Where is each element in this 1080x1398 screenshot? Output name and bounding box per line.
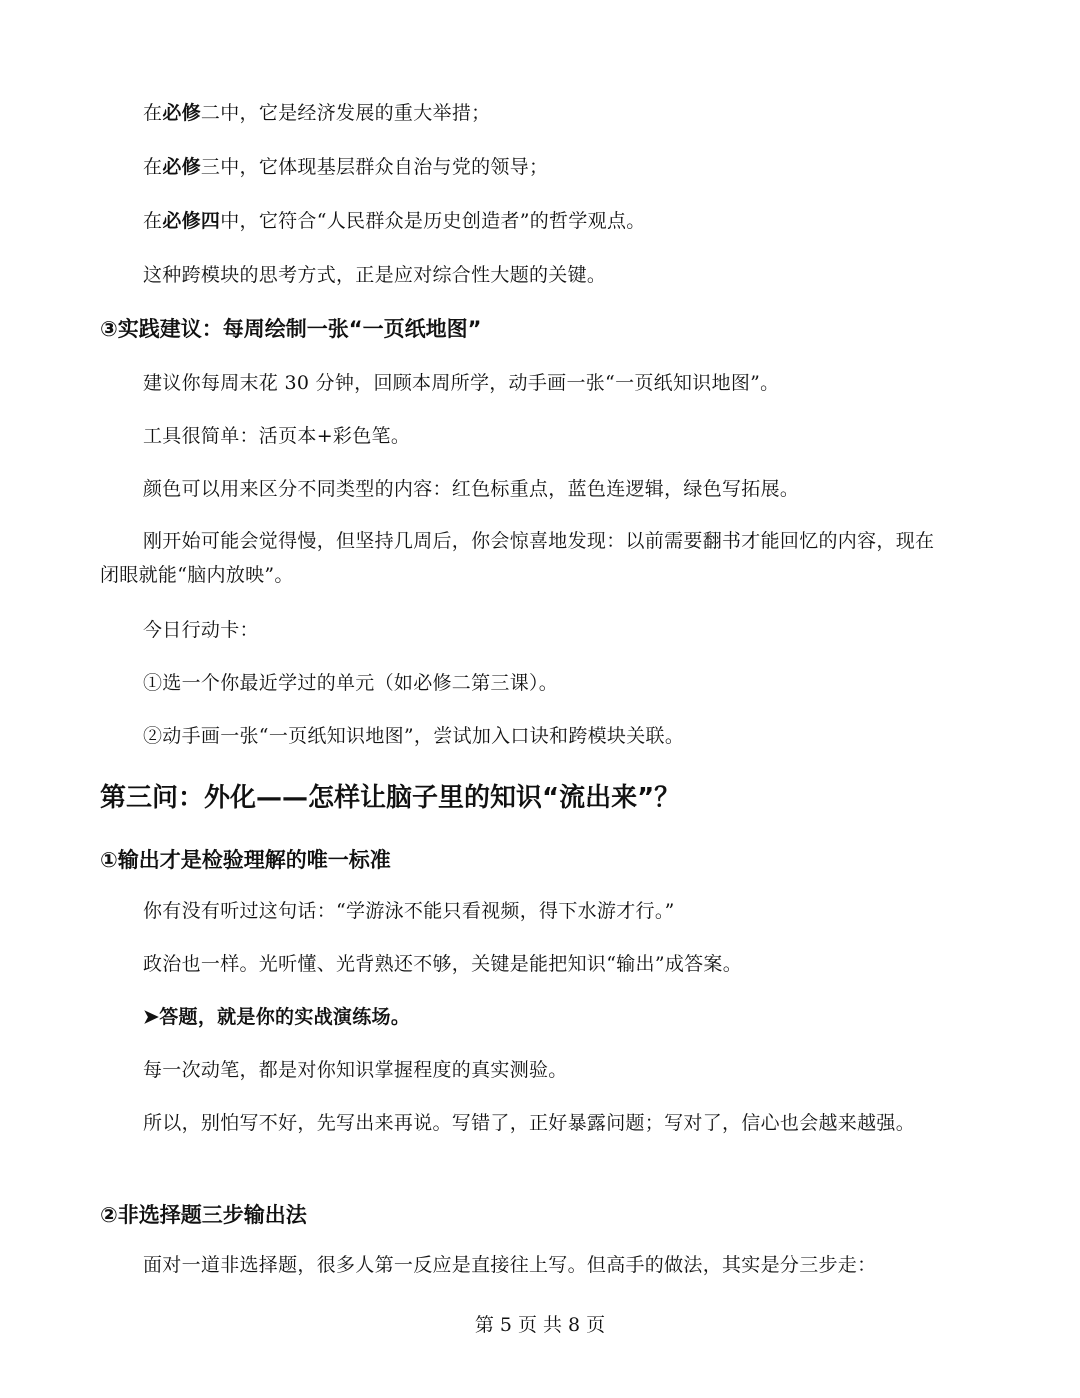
paragraph-tools: 工具很简单：活页本+彩色笔。 [143,425,411,447]
paragraph-weekly-map: 建议你每周末花 30 分钟，回顾本周所学，动手画一张“一页纸知识地图”。 [143,372,780,394]
paragraph-every-attempt: 每一次动笔，都是对你知识掌握程度的真实测验。 [143,1059,568,1081]
paragraph-politics-output: 政治也一样。光听懂、光背熟还不够，关键是能把知识“输出”成答案。 [143,953,743,975]
paragraph-module-two: 在必修二中，它是经济发展的重大举措； [143,102,491,124]
page-number-footer: 第 5 页 共 8 页 [474,1314,606,1336]
paragraph-module-three: 在必修三中，它体现基层群众自治与党的领导； [143,156,549,178]
paragraph-persist: 刚开始可能会觉得慢，但坚持几周后，你会惊喜地发现：以前需要翻书才能回忆的内容，现在闭眼就能“脑内放映”。 [100,530,935,586]
paragraph-swimming-quote: 你有没有听过这句话：“学游泳不能只看视频，得下水游才行。” [143,900,675,922]
heading-output-standard: ①输出才是检验理解的唯一标准 [100,848,391,872]
paragraph-cross-module: 这种跨模块的思考方式，正是应对综合性大题的关键。 [143,264,607,286]
paragraph-non-choice: 面对一道非选择题，很多人第一反应是直接往上写。但高手的做法，其实是分三步走： [143,1254,877,1276]
paragraph-answering-practice: ➤答题，就是你的实战演练场。 [143,1006,411,1028]
heading-three-step-method: ②非选择题三步输出法 [100,1203,307,1227]
paragraph-colors: 颜色可以用来区分不同类型的内容：红色标重点，蓝色连逻辑，绿色写拓展。 [143,478,800,500]
paragraph-action-one: ①选一个你最近学过的单元（如必修二第三课）。 [143,672,559,694]
paragraph-action-two: ②动手画一张“一页纸知识地图”，尝试加入口诀和跨模块关联。 [143,725,685,747]
paragraph-module-four: 在必修四中，它符合“人民群众是历史创造者”的哲学观点。 [143,210,646,232]
paragraph-action-card: 今日行动卡： [143,619,259,641]
heading-question-three: 第三问：外化——怎样让脑子里的知识“流出来”？ [100,783,681,813]
paragraph-dont-fear: 所以，别怕写不好，先写出来再说。写错了，正好暴露问题；写对了，信心也会越来越强。 [143,1112,916,1134]
heading-practice-suggestion: ③实践建议：每周绘制一张“一页纸地图” [100,317,482,341]
